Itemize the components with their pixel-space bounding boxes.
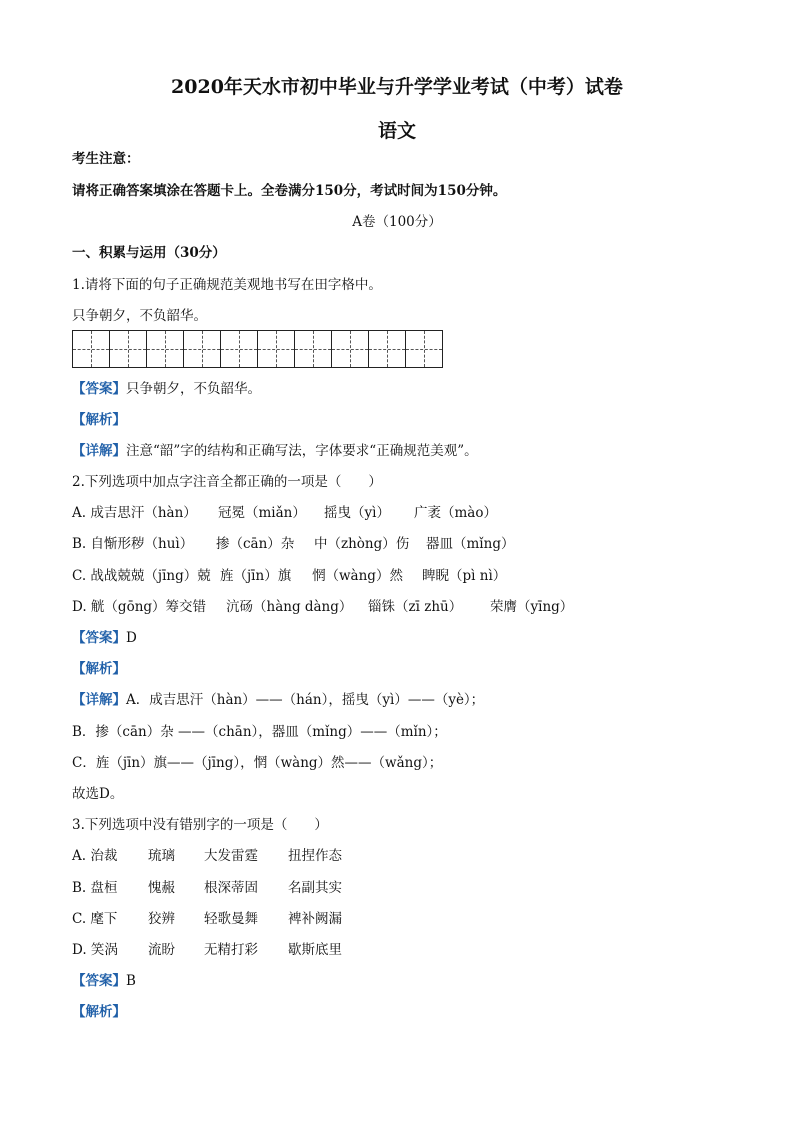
answer-tag: 【答案】 bbox=[72, 630, 126, 646]
option-cell: B. 盘桓 bbox=[72, 880, 118, 896]
option-cell: 琉璃 bbox=[148, 848, 175, 864]
option-cell: 沆砀（hàng dàng） bbox=[226, 599, 353, 615]
analysis-tag: 【解析】 bbox=[72, 412, 126, 428]
q2-detail-b: B．掺（cān）杂 ——（chān），器皿（mǐng）——（mǐn）； bbox=[72, 724, 447, 740]
section-heading: 一、积累与运用（30分） bbox=[72, 245, 226, 261]
q1-detail bbox=[72, 442, 478, 460]
q3-option-d bbox=[72, 941, 342, 959]
option-cell: 广袤（mào） bbox=[414, 505, 497, 521]
q2-detail-a bbox=[72, 691, 484, 709]
option-cell: 旌（jīn）旗 bbox=[220, 568, 292, 584]
option-cell: 掺（cān）杂 bbox=[216, 536, 295, 552]
q3-option-b bbox=[72, 879, 342, 897]
option-cell: A. 治裁 bbox=[72, 848, 118, 864]
q2-answer bbox=[72, 629, 137, 647]
q3-option-a bbox=[72, 847, 342, 865]
notice-heading: 考生注意： bbox=[72, 151, 140, 167]
q2-analysis bbox=[72, 660, 126, 678]
q1-prompt: 1.请将下面的句子正确规范美观地书写在田字格中。 bbox=[72, 277, 382, 293]
detail-text: A．成吉思汗（hàn）——（hán），摇曳（yì）——（yè）； bbox=[126, 692, 485, 708]
q2-prompt: 2.下列选项中加点字注音全都正确的一项是（ ） bbox=[72, 474, 382, 490]
grid-cell bbox=[183, 330, 221, 368]
grid-cell bbox=[109, 330, 147, 368]
answer-text: 只争朝夕，不负韶华。 bbox=[126, 381, 261, 397]
grid-cell bbox=[72, 330, 110, 368]
option-cell: C. 战战兢兢（jīng）兢 bbox=[72, 568, 211, 584]
option-cell: D. 笑涡 bbox=[72, 942, 118, 958]
detail-tag: 【详解】 bbox=[72, 443, 126, 459]
q2-option-c bbox=[72, 567, 506, 585]
q2-option-a bbox=[72, 504, 497, 522]
option-cell: B. 自惭形秽（huì） bbox=[72, 536, 194, 552]
option-cell: A. 成吉思汗（hàn） bbox=[72, 505, 197, 521]
option-cell: D. 觥（gōng）筹交错 bbox=[72, 599, 207, 615]
grid-cell bbox=[146, 330, 184, 368]
option-cell: 扭捏作态 bbox=[288, 848, 342, 864]
option-cell: 歇斯底里 bbox=[288, 942, 342, 958]
grid-cell bbox=[331, 330, 369, 368]
analysis-tag: 【解析】 bbox=[72, 661, 126, 677]
subject-title: 语文 bbox=[377, 120, 416, 142]
option-cell: 无精打彩 bbox=[204, 942, 258, 958]
q3-prompt: 3.下列选项中没有错别字的一项是（ ） bbox=[72, 817, 328, 833]
tianzige-grid bbox=[72, 330, 443, 368]
option-cell: 睥睨（pì nì） bbox=[422, 568, 507, 584]
detail-tag: 【详解】 bbox=[72, 692, 126, 708]
answer-text: B bbox=[126, 973, 136, 989]
option-cell: 根深蒂固 bbox=[204, 880, 258, 896]
q2-conclusion: 故选D。 bbox=[72, 786, 124, 802]
q2-detail-c: C．旌（jīn）旗——（jīng），惘（wàng）然——（wǎng）； bbox=[72, 755, 443, 771]
grid-cell bbox=[220, 330, 258, 368]
q3-analysis bbox=[72, 1003, 126, 1021]
option-cell: C. 麾下 bbox=[72, 911, 118, 927]
grid-cell bbox=[368, 330, 406, 368]
detail-text: 注意“韶”字的结构和正确写法，字体要求“正确规范美观”。 bbox=[126, 443, 478, 459]
option-cell: 中（zhòng）伤 bbox=[314, 536, 410, 552]
option-cell: 狡辨 bbox=[148, 911, 175, 927]
option-cell: 锱铢（zī zhū） bbox=[368, 599, 463, 615]
option-cell: 名副其实 bbox=[288, 880, 342, 896]
q1-analysis bbox=[72, 411, 126, 429]
q1-answer bbox=[72, 380, 261, 398]
q2-option-b bbox=[72, 535, 514, 553]
analysis-tag: 【解析】 bbox=[72, 1004, 126, 1020]
q1-sentence: 只争朝夕，不负韶华。 bbox=[72, 308, 207, 324]
q3-option-c bbox=[72, 910, 342, 928]
option-cell: 冠冕（miǎn） bbox=[218, 505, 306, 521]
grid-cell bbox=[257, 330, 295, 368]
part-a-heading: A卷（100分） bbox=[352, 214, 442, 230]
notice-text: 请将正确答案填涂在答题卡上。全卷满分150分，考试时间为150分钟。 bbox=[72, 183, 507, 199]
q2-option-d bbox=[72, 598, 573, 616]
option-cell: 轻歌曼舞 bbox=[204, 911, 258, 927]
answer-tag: 【答案】 bbox=[72, 381, 126, 397]
option-cell: 器皿（mǐng） bbox=[426, 536, 515, 552]
answer-text: D bbox=[126, 630, 137, 646]
q3-answer bbox=[72, 972, 136, 990]
grid-cell bbox=[405, 330, 443, 368]
option-cell: 荣膺（yīng） bbox=[490, 599, 574, 615]
exam-title: 2020年天水市初中毕业与升学学业考试（中考）试卷 bbox=[171, 76, 623, 98]
option-cell: 裨补阙漏 bbox=[288, 911, 342, 927]
option-cell: 摇曳（yì） bbox=[324, 505, 390, 521]
option-cell: 愧赧 bbox=[148, 880, 175, 896]
option-cell: 流盼 bbox=[148, 942, 175, 958]
grid-cell bbox=[294, 330, 332, 368]
answer-tag: 【答案】 bbox=[72, 973, 126, 989]
option-cell: 惘（wàng）然 bbox=[312, 568, 403, 584]
option-cell: 大发雷霆 bbox=[204, 848, 258, 864]
